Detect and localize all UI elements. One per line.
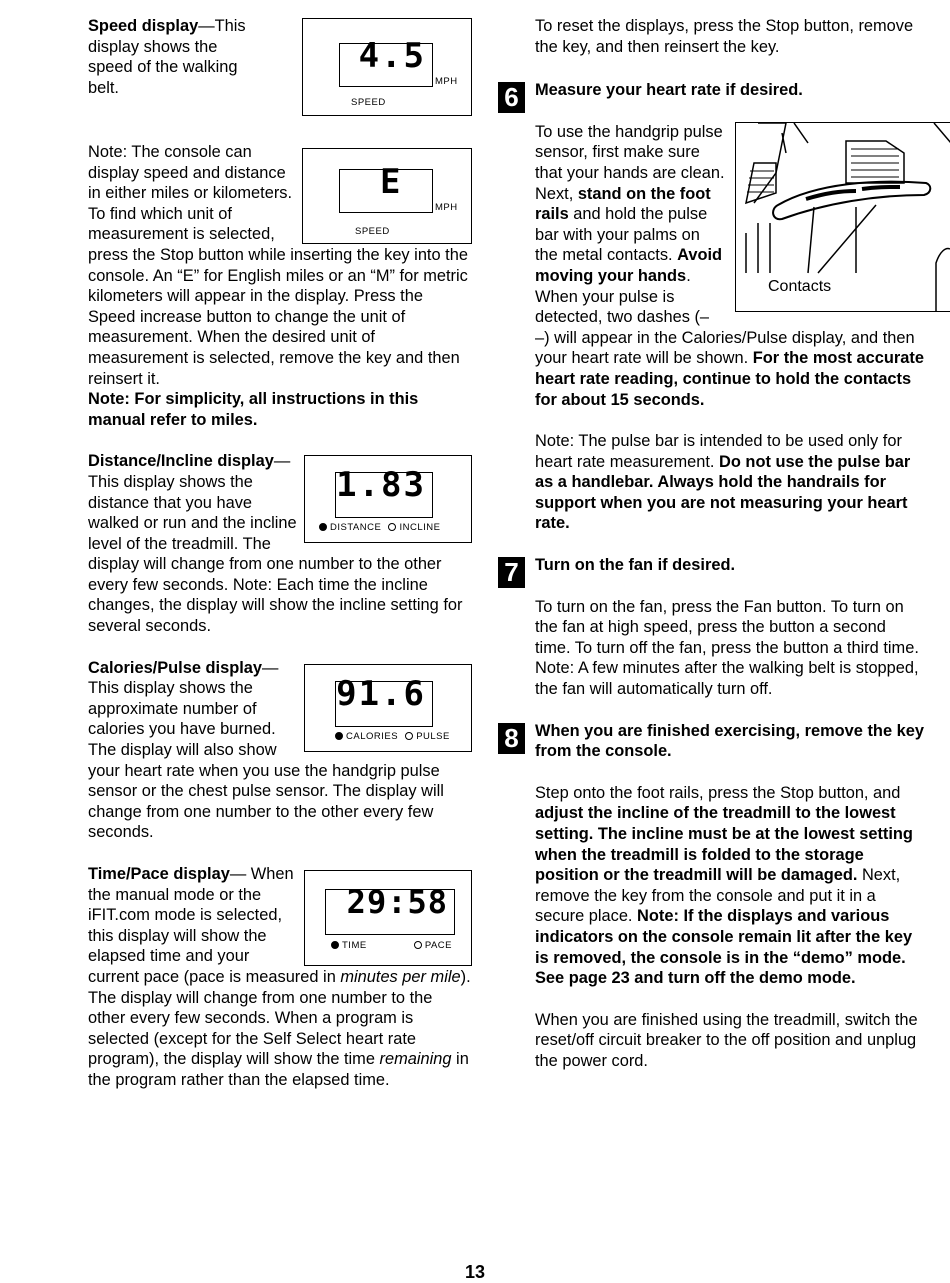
reset-paragraph: To reset the displays, press the Stop button, remove the key, and then reinsert the key. <box>535 17 914 56</box>
units-note-bold: Note: For simplicity, all instructions in this manual refer to miles. <box>88 390 419 429</box>
step-6-body-wrap <box>535 122 925 410</box>
speed-display-figure <box>302 18 472 116</box>
distance-display-figure <box>304 455 472 543</box>
units-note-section <box>88 142 472 430</box>
units-lcd-caption: SPEED <box>355 226 390 237</box>
step-7-paragraph: To turn on the fan, press the Fan button. To turn on the fan at high speed, press the button a second time. To turn off the fan, press the button a third time. Note: A few minutes after the walking belt is stopped, the fan will automatically turn off. <box>535 597 919 699</box>
step-8-final-paragraph: When you are finished using the treadmill, switch the reset/off circuit breaker to the off position and unplug the power cord. <box>535 1010 918 1070</box>
page-number: 13 <box>464 1262 486 1282</box>
step-8-paragraph: Step onto the foot rails, press the Stop button, and adjust the incline of the treadmill to the lowest setting. The incline must be at the lowest setting when the treadmill is folded to the storage position or the treadmill will be damaged. Next, remove the key from the console and put it in a secure place. Note: If the displays and various indicators on the console remain lit after the key is removed, the console is in the “demo” mode. See page 23 and turn off the demo mode. <box>535 783 913 988</box>
contacts-label: Contacts <box>768 277 832 295</box>
distance-indicator-dot <box>319 523 327 531</box>
units-lcd-value: E <box>380 162 403 202</box>
step-8-title: When you are finished exercising, remove the key from the console. <box>535 721 924 761</box>
step-6-title: Measure your heart rate if desired. <box>535 81 803 100</box>
step-7 <box>504 555 925 700</box>
step-7-number: 7 <box>498 557 525 588</box>
time-lcd <box>325 883 455 935</box>
step-8-number: 8 <box>498 723 525 754</box>
distance-heading: Distance/Incline display <box>88 452 274 471</box>
pace-indicator-dot <box>414 941 422 949</box>
step-6-note: Note: The pulse bar is intended to be used only for heart rate measurement. Do not use the pulse bar as a handlebar. Always hold the handrails for support when you are not measuring your heart rate. <box>535 432 911 533</box>
step-7-title: Turn on the fan if desired. <box>535 556 736 575</box>
calories-display-figure <box>304 664 472 752</box>
calories-lcd-value: 91.6 <box>336 673 426 714</box>
distance-body: —This display shows the distance that you have walked or run and the incline level of the treadmill. The display will change from one number to the other every few seconds. Note: Each time the incline changes, the display will show the incline setting for several seconds. <box>88 452 463 636</box>
time-heading: Time/Pace display <box>88 865 230 883</box>
step-6-paragraph: To use the handgrip pulse sensor, first make sure that your hands are clean. Next, stand on the foot rails and hold the pulse bar with your palms on the metal contacts. Avoid moving your hands. When your pulse is detected, two dashes (– –) will appear in the Calories/Pulse display, and then your heart rate will be shown. For the most accurate heart rate reading, continue to hold the contacts for about 15 seconds. <box>535 122 924 409</box>
units-note-paragraph: Note: The console can display speed and distance in either miles or kilometers. To find which unit of measurement is selected, press the Stop button while inserting the key into the console. An “E” for English miles or an “M” for metric kilometers will appear in the display. Press the Speed increase button to change the unit of measurement. When the desired unit of measurement is selected, remove the key and then reinsert it. <box>88 143 468 388</box>
calories-heading: Calories/Pulse display <box>88 658 262 677</box>
right-column <box>504 16 925 1072</box>
speed-paragraph <box>88 16 258 98</box>
speed-section <box>88 16 472 134</box>
distance-section <box>88 451 472 636</box>
time-lcd-caption: TIME PACE <box>331 941 452 951</box>
pulse-bar-illustration <box>736 123 950 311</box>
distance-lcd-caption: DISTANCE INCLINE <box>319 523 440 533</box>
pulse-bar-figure <box>735 122 950 312</box>
pulse-indicator-dot <box>405 732 413 740</box>
calories-section <box>88 658 472 843</box>
calories-lcd-caption: CALORIES PULSE <box>335 732 450 742</box>
distance-lcd-value: 1.83 <box>336 465 426 506</box>
left-column <box>88 16 472 1091</box>
step-6-number: 6 <box>498 82 525 113</box>
incline-indicator-dot <box>388 523 396 531</box>
time-paragraph: Time/Pace display— When the manual mode or the iFIT.com mode is selected, this display will show the elapsed time and your current pace (pace is measured in minutes per mile). The display will change from one number to the other every few seconds. When a program is selected (except for the Self Select heart rate program), the display will show the time remaining in the program rather than the elapsed time. <box>88 865 471 1089</box>
time-display-figure <box>304 870 472 966</box>
units-lcd <box>339 162 433 213</box>
units-display-figure <box>302 148 472 244</box>
speed-lcd-unit: MPH <box>435 76 458 87</box>
units-lcd-unit: MPH <box>435 202 458 213</box>
distance-lcd <box>335 465 433 518</box>
calories-indicator-dot <box>335 732 343 740</box>
time-lcd-value: 29:58 <box>346 883 448 921</box>
time-indicator-dot <box>331 941 339 949</box>
speed-body: —This display shows the speed of the walking belt. <box>88 17 246 97</box>
calories-lcd <box>335 673 433 727</box>
calories-body: —This display shows the approximate number of calories you have burned. The display will also show your heart rate when you use the handgrip pulse sensor or the chest pulse sensor. The display will change from one number to the other every few seconds. <box>88 658 444 842</box>
time-section <box>88 864 472 1091</box>
speed-lcd-value: 4.5 <box>358 36 426 76</box>
speed-lcd-caption: SPEED <box>351 97 386 108</box>
speed-lcd <box>339 36 433 87</box>
step-6 <box>504 80 925 534</box>
speed-heading: Speed display <box>88 17 199 35</box>
step-8 <box>504 721 925 1072</box>
